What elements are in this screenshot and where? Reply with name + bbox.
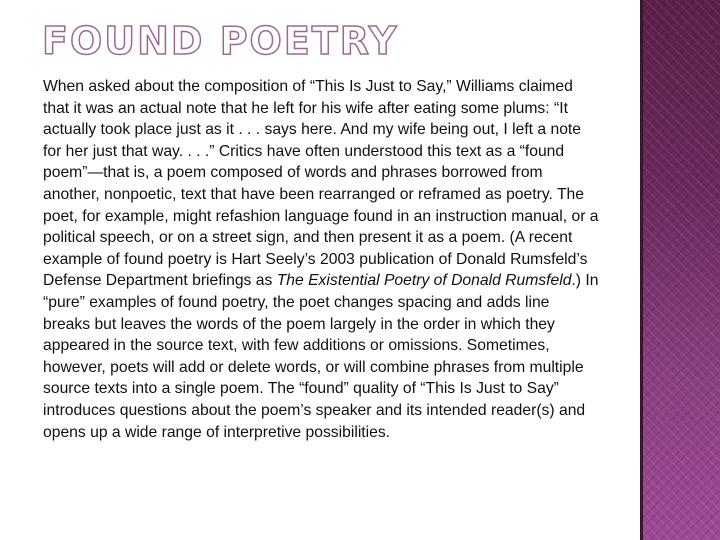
book-title: The Existential Poetry of Donald Rumsfeld xyxy=(276,272,572,290)
side-panel-edge xyxy=(640,0,643,540)
body-paragraph xyxy=(43,76,599,443)
decorative-side-panel xyxy=(640,0,720,540)
slide-title: FOUND POETRY xyxy=(42,19,399,63)
paragraph-text-part2: .) In “pure” examples of found poetry, the poet changes spacing and adds line breaks but leaves the words of the poem largely in the order in which they appeared in the source text, with few additions or omissions. Sometimes, however, poets will add or delete words, or will combine phrases from multiple source texts into a single poem. The “found” quality of “This Is Just to Say” introduces questions about the poem’s speaker and its intended reader(s) and opens up a wide range of interpretive possibilities. xyxy=(43,272,599,441)
paragraph-text-part1: When asked about the composition of “This Is Just to Say,” Williams claimed that it was an actual note that he left for his wife after eating some plums: “It actually took place just as it . . . says here. And my wife being out, I left a note for her just that way. . . .” Critics have often understood this text as a “found poem”—that is, a poem composed of words and phrases borrowed from another, nonpoetic, text that have been rearranged or reframed as poetry. The poet, for example, might refashion language found in an instruction manual, or a political speech, or on a street sign, and then present it as a poem. (A recent example of found poetry is Hart Seely’s 2003 publication of Donald Rumsfeld’s Defense Department briefings as xyxy=(43,78,599,290)
